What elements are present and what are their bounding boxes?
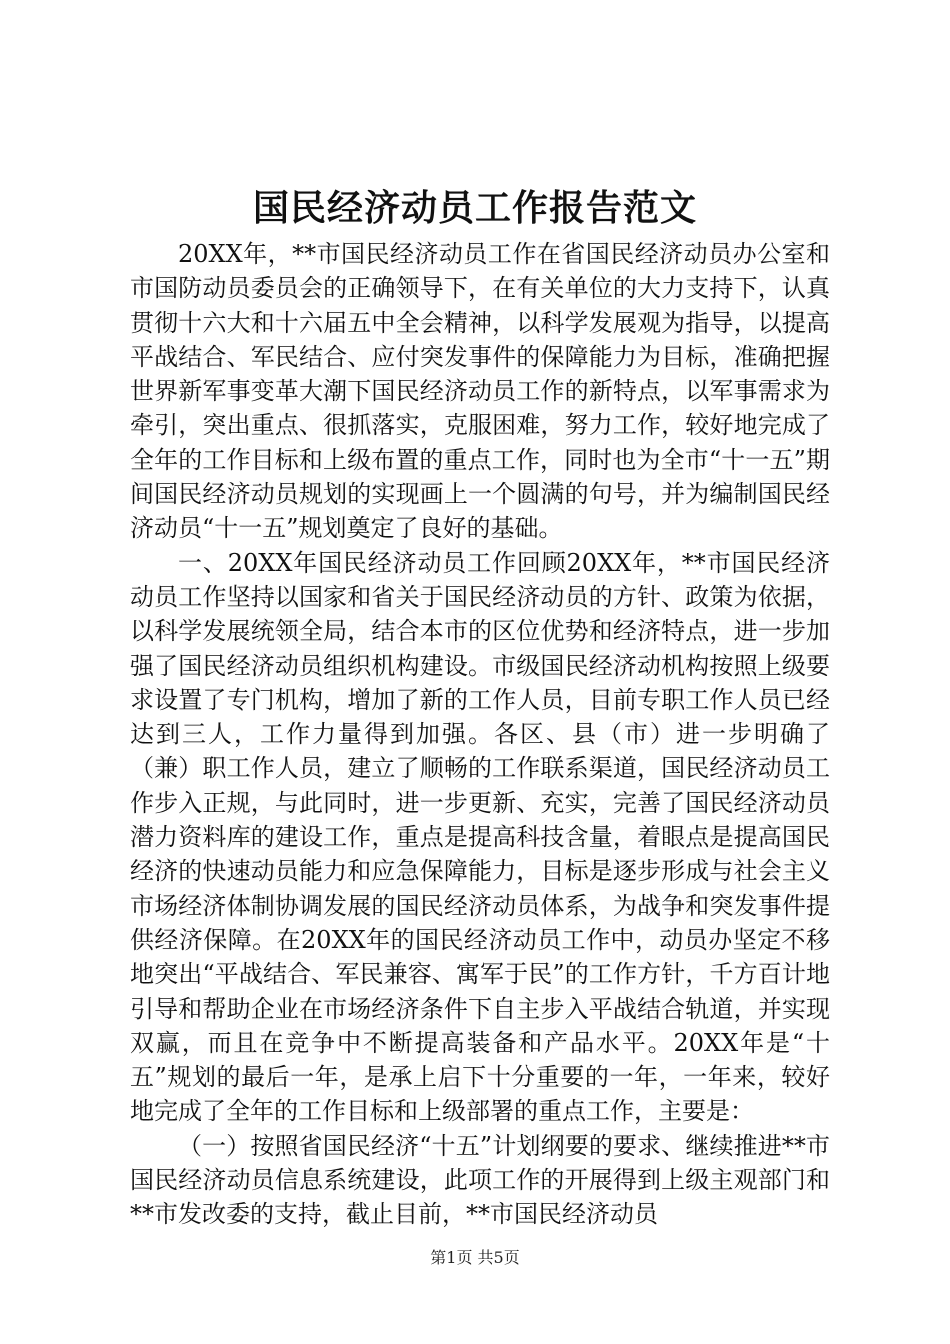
paragraph-item-1: （一）按照省国民经济“十五”计划纲要的要求、继续推进**市国民经济动员信息系统建设，此项工作的开展得到上级主观部门和**市发改委的支持，截止目前，**市国民经济动员	[130, 1131, 830, 1229]
page-number-footer: 第1页 共5页	[430, 1248, 520, 1267]
document-body	[130, 237, 830, 1232]
paragraph-intro: 20XX年，**市国民经济动员工作在省国民经济动员办公室和市国防动员委员会的正确领导下，在有关单位的大力支持下，认真贯彻十六大和十六届五中全会精神，以科学发展观为指导，以提高平战结合、军民结合、应付突发事件的保障能力为目标，准确把握世界新军事变革大潮下国民经济动员工作的新特点，以军事需求为牵引，突出重点、很抓落实，克服困难，努力工作，较好地完成了全年的工作目标和上级布置的重点工作，同时也为全市“十一五”期间国民经济动员规划的实现画上一个圆满的句号，并为编制国民经济动员“十一五”规划奠定了良好的基础。	[130, 240, 830, 543]
document-title: 国民经济动员工作报告范文	[252, 187, 697, 229]
paragraph-review: 一、20XX年国民经济动员工作回顾20XX年，**市国民经济动员工作坚持以国家和省关于国民经济动员的方针、政策为依据，以科学发展统领全局，结合本市的区位优势和经济特点，进一步加强了国民经济动员组织机构建设。市级国民经济动机构按照上级要求设置了专门机构，增加了新的工作人员，目前专职工作人员已经达到三人，工作力量得到加强。各区、县（市）进一步明确了（兼）职工作人员，建立了顺畅的工作联系渠道，国民经济动员工作步入正规，与此同时，进一步更新、充实，完善了国民经济动员潜力资料库的建设工作，重点是提高科技含量，着眼点是提高国民经济的快速动员能力和应急保障能力，目标是逐步形成与社会主义市场经济体制协调发展的国民经济动员体系，为战争和突发事件提供经济保障。在20XX年的国民经济动员工作中，动员办坚定不移地突出“平战结合、军民兼容、寓军于民”的工作方针，千方百计地引导和帮助企业在市场经济条件下自主步入平战结合轨道，并实现双赢，而且在竞争中不断提高装备和产品水平。20XX年是“十五”规划的最后一年，是承上启下十分重要的一年，一年来，较好地完成了全年的工作目标和上级部署的重点工作，主要是：	[130, 548, 830, 1126]
